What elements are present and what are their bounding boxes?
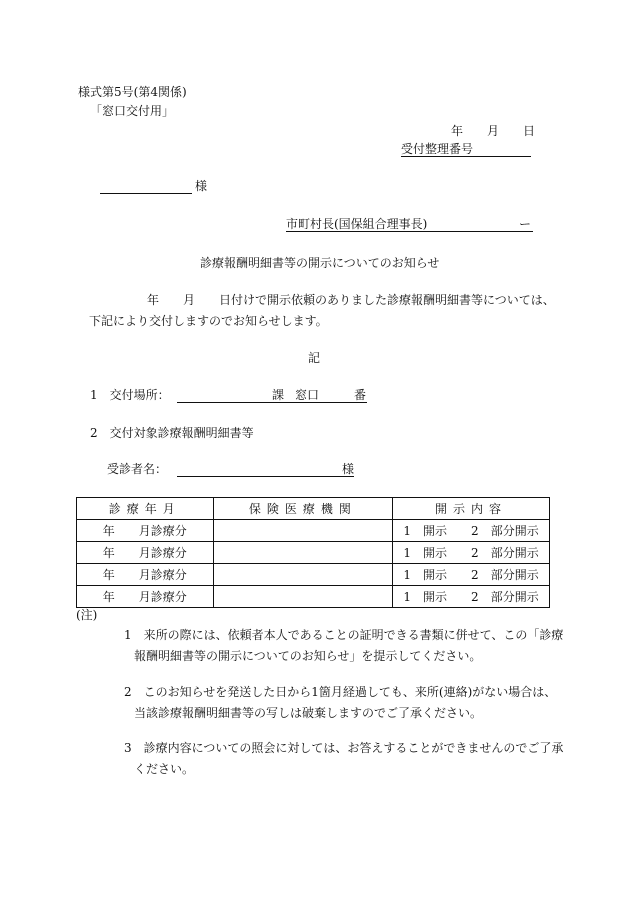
delivery-type: 「窓口交付用」	[90, 104, 175, 118]
row-institution	[213, 542, 393, 564]
note-2-line-1: 2 このお知らせを発送した日から1箇月経過しても、来所(連絡)がない場合は、	[124, 685, 557, 699]
notes-label: (注)	[76, 608, 98, 622]
note-3-line-1: 3 診療内容についての照会に対しては、お答えすることができませんのでご了承	[124, 741, 564, 755]
reception-number-label: 受付整理番号	[401, 142, 474, 156]
table-row	[77, 542, 550, 564]
target-label: 2 交付対象診療報酬明細書等	[90, 426, 254, 440]
patient-field	[177, 462, 354, 477]
ki-heading: 記	[308, 351, 321, 365]
sender-label: 市町村長(国保組合理事長)	[286, 217, 428, 231]
patient-label: 受診者名：	[107, 462, 168, 476]
note-1-line-2: 報酬明細書等の開示についてのお知らせ」を提示してください。	[134, 649, 482, 663]
page-title: 診療報酬明細書等の開示についてのお知らせ	[200, 256, 440, 270]
row-content: 1 開示 2 部分開示	[393, 564, 550, 586]
header-month: 診療年月	[77, 498, 214, 520]
patient-honorific: 様	[342, 462, 355, 476]
sender-line	[286, 217, 533, 232]
note-3	[124, 738, 563, 780]
place-ka: 課	[272, 388, 285, 402]
disclosure-table	[76, 497, 550, 608]
header-institution: 保険医療機関	[213, 498, 393, 520]
header-content: 開示内容	[393, 498, 550, 520]
place-label: 1 交付場所：	[90, 388, 170, 402]
date-line: 年 月 日	[451, 124, 536, 138]
row-month: 年 月診療分	[77, 542, 214, 564]
reception-number-field	[401, 142, 531, 157]
addressee-honorific: 様	[195, 179, 208, 193]
place-field	[177, 388, 367, 403]
sender-mark: ー	[518, 217, 531, 231]
row-month: 年 月診療分	[77, 564, 214, 586]
row-institution	[213, 586, 393, 608]
body-line-2: 下記により交付しますのでお知らせします。	[89, 314, 328, 328]
table-row	[77, 520, 550, 542]
row-month: 年 月診療分	[77, 520, 214, 542]
table-row	[77, 564, 550, 586]
note-2-line-2: 当該診療報酬明細書等の写しは破棄しますのでご了承ください。	[134, 706, 483, 720]
row-content: 1 開示 2 部分開示	[393, 520, 550, 542]
row-institution	[213, 564, 393, 586]
note-2	[124, 682, 556, 724]
place-window: 窓口	[295, 388, 320, 402]
note-1-line-1: 1 来所の際には、依頼者本人であることの証明できる書類に併せて、この「診療	[124, 628, 564, 642]
body-line-1: 年 月 日付けで開示依頼のありました診療報酬明細書等については、	[147, 293, 555, 307]
note-1	[124, 625, 563, 667]
row-content: 1 開示 2 部分開示	[393, 542, 550, 564]
form-number: 様式第5号(第4関係)	[78, 85, 187, 99]
row-month: 年 月診療分	[77, 586, 214, 608]
row-institution	[213, 520, 393, 542]
place-ban: 番	[354, 388, 367, 402]
row-content: 1 開示 2 部分開示	[393, 586, 550, 608]
addressee-name-line	[100, 179, 192, 194]
table-header-row	[77, 498, 550, 520]
table-row	[77, 586, 550, 608]
note-3-line-2: ください。	[134, 762, 195, 776]
